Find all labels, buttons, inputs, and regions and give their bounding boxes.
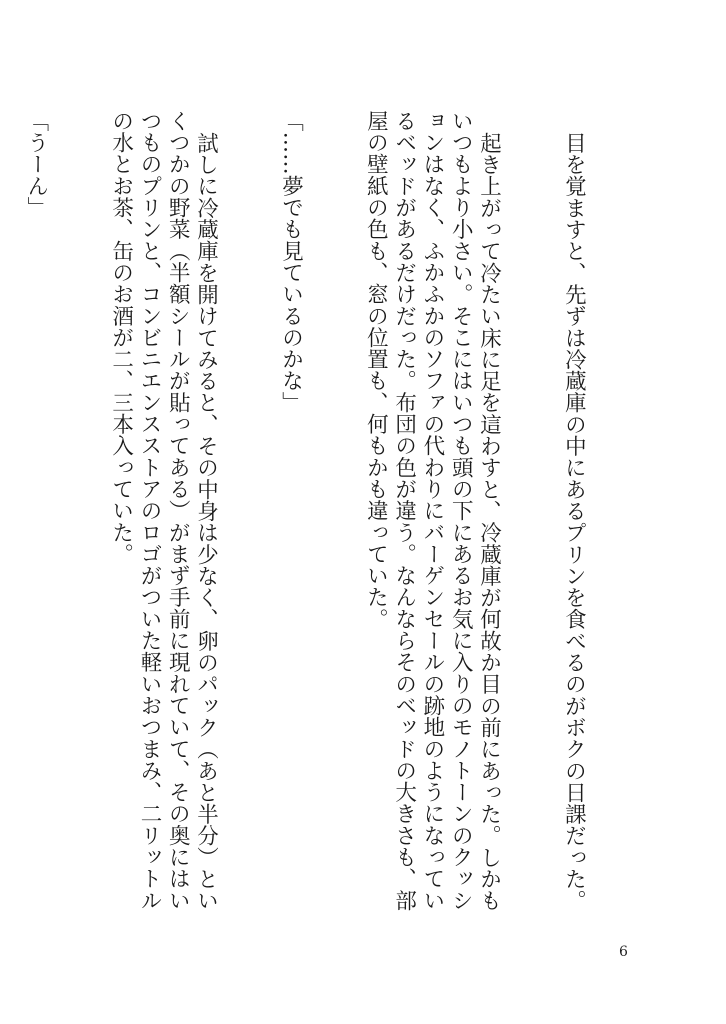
paragraph-2: 起き上がって冷たい床に足を這わすと、冷蔵庫が何故か目の前にあった。しかもいつもより小さい。そこにはいつも頭の下にあるお気に入りのモノトーンのクッションはなく、ふかふかのソファの代わりにバーゲンセールの跡地のようになっているベッドがあるだけだった。布団の色が違う。なんならそのベッドの大きさも、部屋の壁紙の色も、窓の位置も、何もかも違っていた。 [363,110,502,912]
dialogue-2: 「うーん」 [23,110,49,219]
dialogue-1: 「……夢でも見ているのかな」 [278,110,304,414]
vertical-text-body [0,110,644,930]
paragraph-3: 試しに冷蔵庫を開けてみると、その中身は少なく、卵のパック（あと半分）といくつかの野菜（半額シールが貼ってある）がまず手前に現れていて、その奥にはいつものプリンと、コンビニエンスストアのロゴがついた軽いおつまみ、二リットルの水とお茶、缶のお酒が二、三本入っていた。 [108,110,219,912]
paragraph-1: 目を覚ますと、先ずは冷蔵庫の中にあるプリンを食べるのがボクの日課だった。 [561,131,587,911]
page-number: 6 [619,944,628,960]
